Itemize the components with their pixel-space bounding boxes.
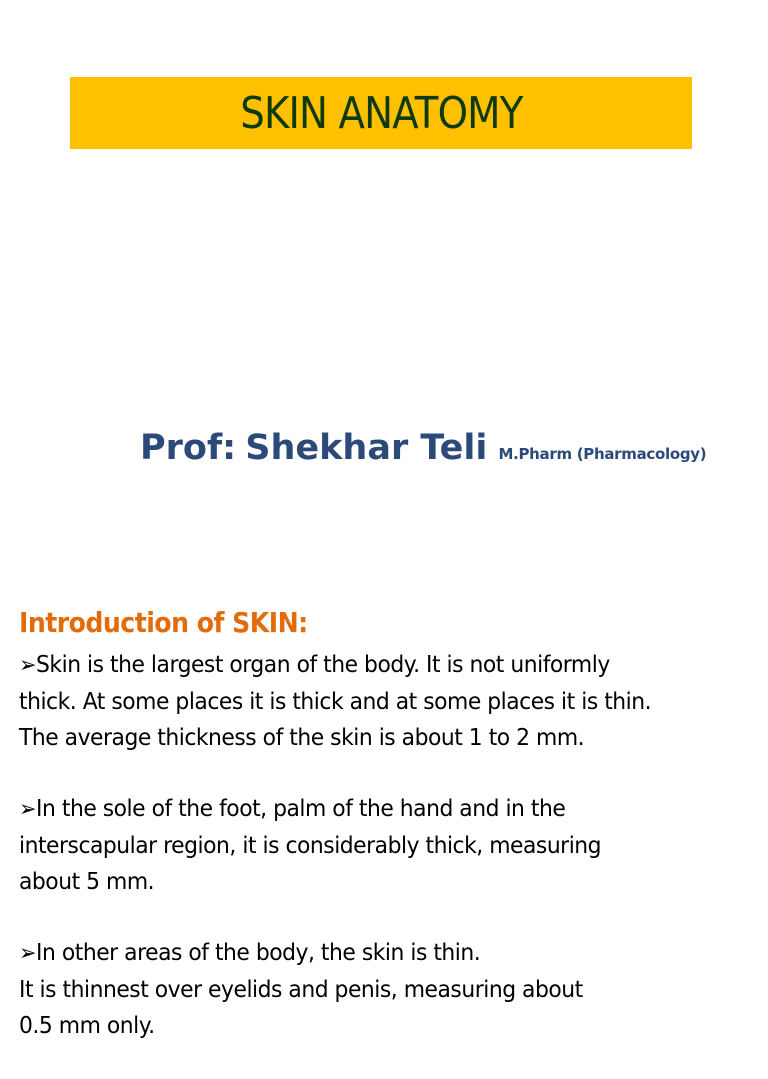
paragraph-3	[19, 935, 760, 1044]
page-title: SKIN ANATOMY	[239, 87, 523, 139]
paragraph-line: ➢Skin is the largest organ of the body. It is not uniformly	[19, 652, 610, 678]
section-heading: Introduction of SKIN:	[19, 606, 308, 639]
author-credential: M.Pharm (Pharmacology)	[498, 445, 707, 463]
paragraph-line: 0.5 mm only.	[19, 1013, 155, 1039]
title-banner	[70, 77, 692, 149]
paragraph-line: ➢In the sole of the foot, palm of the hand and in the	[19, 796, 566, 822]
arrow-bullet-icon: ➢	[19, 797, 37, 822]
paragraph-line: about 5 mm.	[19, 869, 155, 895]
paragraph-2	[19, 791, 760, 900]
author-name: Shekhar Teli	[245, 428, 488, 468]
paragraph-line: It is thinnest over eyelids and penis, measuring about	[19, 977, 583, 1003]
arrow-bullet-icon: ➢	[19, 941, 37, 966]
content-section	[19, 606, 759, 1079]
paragraph-line: interscapular region, it is considerably thick, measuring	[19, 833, 602, 859]
author-line	[140, 428, 706, 468]
paragraph-line: The average thickness of the skin is about 1 to 2 mm.	[19, 725, 585, 751]
paragraph-line: ➢In other areas of the body, the skin is thin.	[19, 940, 481, 966]
paragraph-line: thick. At some places it is thick and at some places it is thin.	[19, 689, 652, 715]
author-prefix: Prof:	[140, 428, 237, 468]
paragraph-1	[19, 647, 760, 756]
arrow-bullet-icon: ➢	[19, 653, 37, 678]
